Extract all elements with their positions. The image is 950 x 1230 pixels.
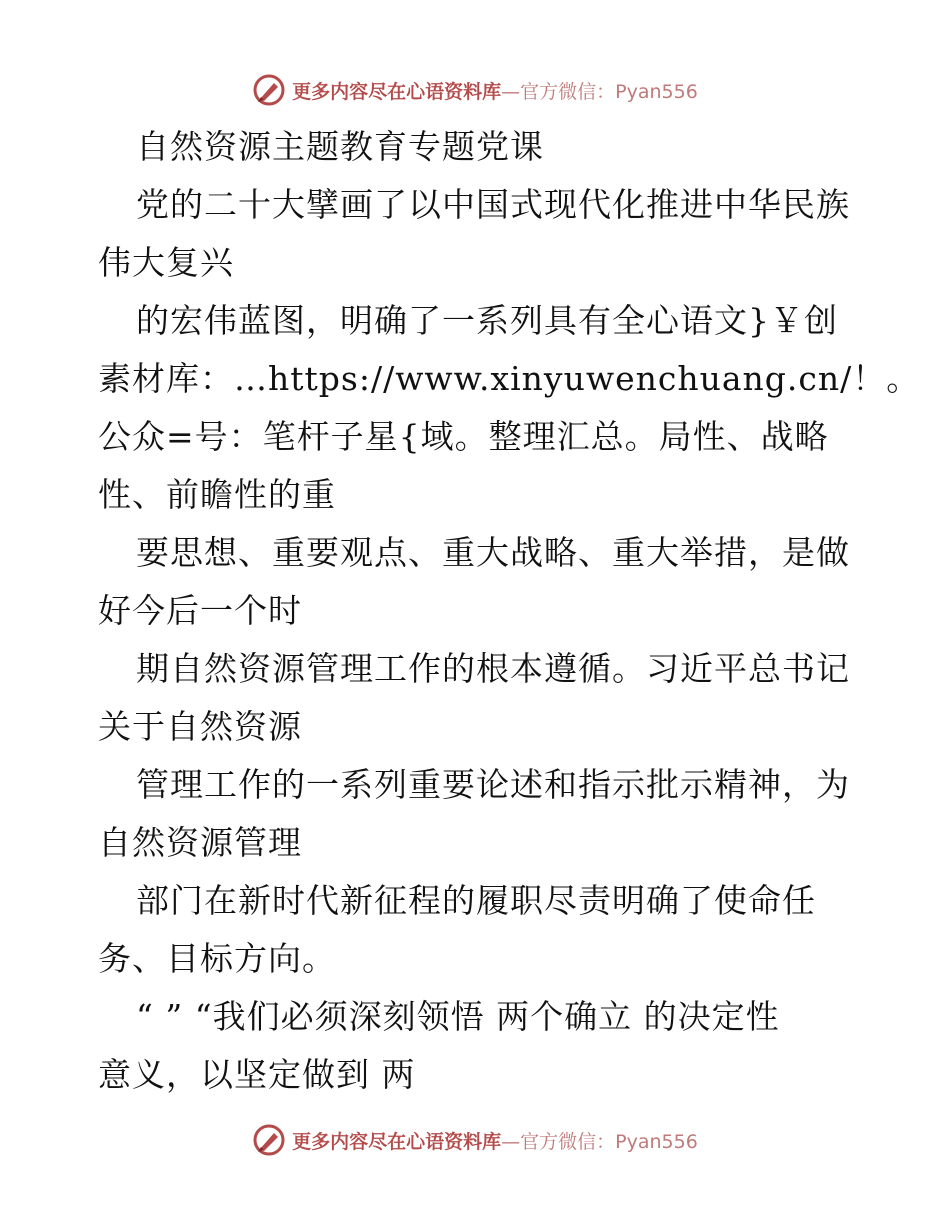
pen-logo-icon: [252, 1123, 286, 1157]
text-line: 的宏伟蓝图，明确了一系列具有全心语文}￥创: [136, 301, 838, 340]
pen-logo-icon: [252, 73, 286, 107]
watermark-footer: [0, 1120, 950, 1160]
text-line: 意义，以坚定做到 两: [98, 1055, 416, 1094]
watermark-wechat: 官方微信：Pyan556: [520, 1130, 698, 1153]
watermark-wechat: 官方微信：Pyan556: [520, 80, 698, 103]
document-body: [98, 118, 921, 1104]
watermark-text: [292, 1127, 698, 1154]
text-line: 务、目标方向。: [98, 939, 336, 978]
text-line: 党的二十大擘画了以中国式现代化推进中华民族: [136, 185, 850, 224]
text-line: 管理工作的一系列重要论述和指示批示精神，为: [136, 765, 850, 804]
text-line: 性、前瞻性的重: [98, 475, 336, 514]
text-line: 关于自然资源: [98, 707, 302, 746]
text-line: 公众=号：笔杆子星{域。整理汇总。局性、战略: [98, 417, 829, 456]
watermark-site: 更多内容尽在心语资料库: [292, 80, 502, 103]
text-line: 要思想、重要观点、重大战略、重大举措，是做: [136, 533, 850, 572]
watermark-site: 更多内容尽在心语资料库: [292, 1130, 502, 1153]
watermark-separator: —: [501, 1130, 521, 1153]
text-line: 好今后一个时: [98, 591, 302, 630]
watermark-header: [0, 70, 950, 110]
text-line: 期自然资源管理工作的根本遵循。习近平总书记: [136, 649, 850, 688]
watermark-text: [292, 77, 698, 104]
text-line: “ ” “我们必须深刻领悟 两个确立 的决定性: [136, 997, 780, 1036]
watermark-separator: —: [501, 80, 521, 103]
text-line: 自然资源主题教育专题党课: [136, 127, 544, 166]
text-line: 伟大复兴: [98, 243, 234, 282]
text-line: 部门在新时代新征程的履职尽责明确了使命任: [136, 881, 816, 920]
text-line: 素材库：…https://www.xinyuwenchuang.cn/！。: [98, 359, 921, 398]
text-line: 自然资源管理: [98, 823, 302, 862]
